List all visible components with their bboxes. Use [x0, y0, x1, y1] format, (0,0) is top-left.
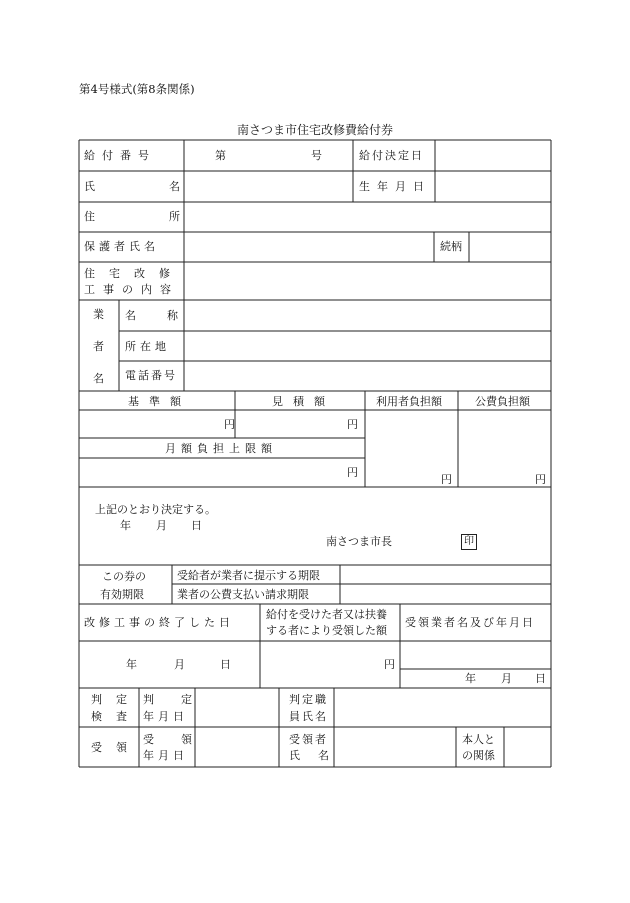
ticket-number-label: 給付番号: [84, 149, 156, 162]
relation-label-2: の関係: [462, 749, 495, 762]
completion-year: 年: [126, 658, 137, 671]
contractor-receipt-year: 年: [465, 672, 476, 685]
validity-label-line2: 有効期限: [100, 588, 144, 601]
decision-statement: 上記のとおり決定する。: [95, 503, 216, 516]
ticket-number-prefix: 第: [215, 149, 226, 162]
user-burden-label: 利用者負担額: [376, 395, 442, 408]
judgement-date-label-1a: 判: [143, 693, 154, 706]
seal-stamp: 印: [461, 534, 477, 550]
receipt-date-label-1a: 受: [143, 733, 154, 746]
completion-day: 日: [220, 658, 231, 671]
contractor-label-3: 名: [93, 372, 104, 385]
birthdate-label: 生年月日: [359, 180, 431, 193]
base-amount-label: 基準額: [128, 395, 191, 408]
present-deadline-label: 受給者が業者に提示する期限: [177, 569, 320, 582]
monthly-limit-yen: 円: [347, 466, 358, 479]
receiver-label-line1: 給付を受けた者又は扶養: [266, 608, 387, 621]
inspection-label-1: 検: [91, 710, 102, 723]
user-burden-yen: 円: [441, 473, 452, 486]
relation-label-1: 本人と: [462, 733, 495, 746]
judgement-label-1: 判: [91, 693, 102, 706]
completion-month: 月: [174, 658, 185, 671]
estimate-label: 見積額: [272, 395, 335, 408]
judgement-date-label-2: 年月日: [143, 710, 188, 723]
guardian-name-label: 保護者氏名: [84, 240, 159, 253]
judgement-date-label-1b: 定: [181, 693, 192, 706]
contractor-phone-label: 電話番号: [125, 369, 177, 382]
receipt-label-2: 領: [116, 741, 127, 754]
decision-date-value: [442, 150, 542, 164]
decision-year: 年: [120, 519, 131, 532]
contractor-receipt-label: 受領業者名及び年月日: [405, 616, 535, 629]
mayor-title: 南さつま市長: [326, 535, 392, 548]
contractor-receipt-month: 月: [501, 672, 512, 685]
receiver-label-2b: 名: [318, 749, 329, 762]
decision-month: 月: [156, 519, 167, 532]
relationship-label: 続柄: [440, 240, 462, 253]
contractor-receipt-day: 日: [535, 672, 546, 685]
receipt-label-1: 受: [91, 741, 102, 754]
monthly-limit-label: 月額負担上限額: [165, 442, 277, 455]
receiver-label-line2: する者により受領した額: [266, 624, 387, 637]
inspection-label-2: 査: [116, 710, 127, 723]
receiver-label-1: 受領者: [289, 733, 328, 746]
form-number: 第4号様式(第8条関係): [79, 82, 195, 96]
claim-deadline-label: 業者の公費支払い請求期限: [177, 588, 309, 601]
receipt-date-label-2: 年月日: [143, 749, 188, 762]
address-label-2: 所: [169, 210, 180, 223]
judge-staff-label-1: 判定職: [289, 693, 328, 706]
estimate-yen: 円: [347, 418, 358, 431]
name-label-1: 氏: [84, 180, 95, 193]
renovation-label-line1: 住宅改修: [84, 267, 184, 280]
completion-date-label: 改修工事の終了した日: [84, 616, 234, 629]
ticket-number-suffix: 号: [311, 149, 322, 162]
receipt-date-label-1b: 領: [181, 733, 192, 746]
receiver-label-2a: 氏: [289, 749, 300, 762]
validity-label-line1: この券の: [102, 570, 146, 583]
contractor-label-2: 者: [93, 340, 104, 353]
judgement-label-2: 定: [116, 693, 127, 706]
renovation-label-line2: 工事の内容: [84, 283, 179, 296]
contractor-address-label: 所在地: [125, 340, 170, 353]
form-title: 南さつま市住宅改修費給付券: [236, 123, 393, 137]
public-burden-yen: 円: [535, 473, 546, 486]
contractor-name-label-1: 名: [125, 309, 136, 322]
contractor-label-1: 業: [93, 308, 104, 321]
address-label-1: 住: [84, 210, 95, 223]
name-label-2: 名: [169, 180, 180, 193]
base-amount-yen: 円: [224, 418, 235, 431]
public-burden-label: 公費負担額: [475, 395, 530, 408]
decision-day: 日: [191, 519, 202, 532]
judge-staff-label-2: 員氏名: [289, 710, 328, 723]
decision-date-label: 給付決定日: [359, 149, 424, 162]
contractor-name-label-2: 称: [167, 309, 178, 322]
receipt-yen: 円: [384, 658, 395, 671]
